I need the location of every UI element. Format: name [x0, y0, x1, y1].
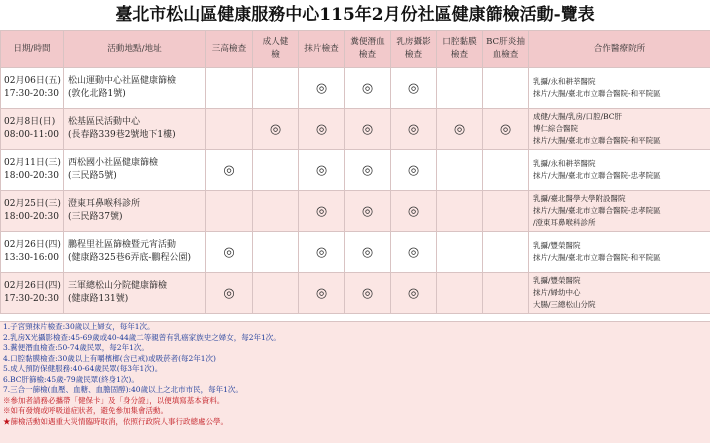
note-line: ※參加者請務必攜帶「健保卡」及「身分證」，以便填寫基本資料。 — [0, 396, 710, 407]
header-adult-checkup: 成人健 檢 — [253, 31, 299, 68]
date-cell — [1, 68, 64, 109]
partner-line: 乳攝/永和耕莘醫院 — [533, 158, 710, 170]
place-cell — [64, 191, 206, 232]
check-mark-cell: ◎ — [391, 150, 437, 191]
partner-line: 成健/大腸/乳房/口腔/BC肝 — [533, 111, 710, 123]
check-mark-cell — [483, 68, 529, 109]
check-mark-cell: ◎ — [299, 232, 345, 273]
check-mark-cell — [483, 273, 529, 314]
check-mark-cell: ◎ — [437, 109, 483, 150]
event-address: (長春路339巷2號地下1樓) — [68, 129, 205, 142]
note-line: 6.BC肝篩檢:45歲-79歲民眾(終身1次)。 — [0, 375, 710, 386]
event-time: 13:30-16:00 — [4, 252, 63, 265]
check-mark-cell — [253, 150, 299, 191]
header-partner: 合作醫療院所 — [529, 31, 710, 68]
event-time: 18:00-20:30 — [4, 211, 63, 224]
partner-line: 乳攝/永和耕莘醫院 — [533, 76, 710, 88]
note-line: ※如有發燒或呼吸道症狀者，避免參加集會活動。 — [0, 406, 710, 417]
table-row — [1, 109, 710, 150]
check-mark-cell: ◎ — [345, 273, 391, 314]
check-mark-cell: ◎ — [345, 150, 391, 191]
note-line: 4.口腔黏膜檢查:30歲以上有嚼檳榔(含已戒)或吸菸者(每2年1次) — [0, 354, 710, 365]
check-mark-cell: ◎ — [206, 232, 253, 273]
partner-line: 抹片/大腸/臺北市立聯合醫院-忠孝院區 — [533, 205, 710, 217]
place-cell — [64, 273, 206, 314]
note-line: 7.三合一篩檢(血壓、血糖、血膽固醇):40歲以上之北市市民，每年1次。 — [0, 385, 710, 396]
event-address: (敦化北路1號) — [68, 88, 205, 101]
note-line: 3.糞便潛血檢查:50-74歲民眾，每2年1次。 — [0, 343, 710, 354]
header-mammography: 乳房攝影 檢查 — [391, 31, 437, 68]
check-mark-cell: ◎ — [206, 150, 253, 191]
check-mark-cell — [253, 273, 299, 314]
event-place: 西松國小社區健康篩檢 — [68, 157, 205, 170]
partner-line: 抹片/婦幼中心 — [533, 287, 710, 299]
table-row — [1, 68, 710, 109]
partner-line: 抹片/大腸/臺北市立聯合醫院-和平院區 — [533, 252, 710, 264]
partner-line: 乳攝/臺北醫學大學附設醫院 — [533, 193, 710, 205]
partner-line: 抹片/大腸/臺北市立聯合醫院-忠孝院區 — [533, 170, 710, 182]
partner-line: 乳攝/豐榮醫院 — [533, 275, 710, 287]
check-mark-cell: ◎ — [206, 273, 253, 314]
partner-line: 乳攝/豐榮醫院 — [533, 240, 710, 252]
check-mark-cell — [437, 232, 483, 273]
partner-line: 抹片/大腸/臺北市立聯合醫院-和平院區 — [533, 88, 710, 100]
header-oral-mucosa: 口腔黏膜 檢查 — [437, 31, 483, 68]
table-row — [1, 273, 710, 314]
partner-line: 抹片/大腸/臺北市立聯合醫院-和平院區 — [533, 135, 710, 147]
event-place: 澄東耳鼻喉科診所 — [68, 198, 205, 211]
event-place: 三軍總松山分院健康篩檢 — [68, 280, 205, 293]
check-mark-cell: ◎ — [299, 150, 345, 191]
partner-cell — [529, 109, 710, 150]
header-fecal-blood: 糞便潛血 檢查 — [345, 31, 391, 68]
event-address: (健康路131號) — [68, 293, 205, 306]
check-mark-cell: ◎ — [391, 68, 437, 109]
check-mark-cell: ◎ — [299, 273, 345, 314]
date-cell — [1, 150, 64, 191]
partner-cell — [529, 273, 710, 314]
check-mark-cell — [206, 68, 253, 109]
note-line: 2.乳房X光攝影檢查:45-69歲或40-44歲二等親曾有乳癌家族史之婦女，每2年1次。 — [0, 333, 710, 344]
table-row — [1, 191, 710, 232]
notes-section — [0, 321, 710, 443]
event-time: 18:00-20:30 — [4, 170, 63, 183]
partner-line: 大腸/三總松山分院 — [533, 299, 710, 311]
event-date: 02月06日(五) — [4, 75, 63, 88]
check-mark-cell — [253, 68, 299, 109]
check-mark-cell: ◎ — [483, 109, 529, 150]
date-cell — [1, 109, 64, 150]
place-cell — [64, 109, 206, 150]
partner-line: /澄東耳鼻喉科診所 — [533, 217, 710, 229]
event-address: (三民路5號) — [68, 170, 205, 183]
check-mark-cell: ◎ — [345, 68, 391, 109]
check-mark-cell — [483, 191, 529, 232]
event-date: 02月11日(三) — [4, 157, 63, 170]
table-header-row — [1, 31, 710, 68]
event-date: 02月8日(日) — [4, 116, 63, 129]
check-mark-cell: ◎ — [299, 109, 345, 150]
header-date: 日期/時間 — [1, 31, 64, 68]
partner-cell — [529, 191, 710, 232]
check-mark-cell: ◎ — [299, 68, 345, 109]
check-mark-cell: ◎ — [299, 191, 345, 232]
date-cell — [1, 232, 64, 273]
header-three-high: 三高檢查 — [206, 31, 253, 68]
check-mark-cell: ◎ — [391, 109, 437, 150]
event-place: 松基區民活動中心 — [68, 116, 205, 129]
table-row — [1, 150, 710, 191]
check-mark-cell — [253, 191, 299, 232]
date-cell — [1, 273, 64, 314]
note-line: 5.成人預防保健服務:40-64歲民眾(每3年1次)。 — [0, 364, 710, 375]
partner-line: 博仁綜合醫院 — [533, 123, 710, 135]
event-address: (健康路325巷6弄底-鵬程公園) — [68, 252, 205, 265]
event-time: 08:00-11:00 — [4, 129, 63, 142]
partner-cell — [529, 68, 710, 109]
check-mark-cell — [206, 191, 253, 232]
date-cell — [1, 191, 64, 232]
check-mark-cell: ◎ — [391, 191, 437, 232]
check-mark-cell: ◎ — [391, 232, 437, 273]
note-line: 1.子宮頸抹片檢查:30歲以上婦女，每年1次。 — [0, 322, 710, 333]
check-mark-cell — [483, 232, 529, 273]
check-mark-cell — [437, 273, 483, 314]
event-place: 松山運動中心社區健康篩檢 — [68, 75, 205, 88]
place-cell — [64, 150, 206, 191]
note-line: ★篩檢活動如遇重大災情臨時取消，依照行政院人事行政總處公學。 — [0, 417, 710, 428]
table-row — [1, 232, 710, 273]
page-title: 臺北市松山區健康服務中心115年2月份社區健康篩檢活動-覽表 — [0, 0, 710, 30]
check-mark-cell: ◎ — [391, 273, 437, 314]
event-place: 鵬程里社區篩檢暨元宵活動 — [68, 239, 205, 252]
check-mark-cell: ◎ — [253, 109, 299, 150]
place-cell — [64, 232, 206, 273]
event-time: 17:30-20:30 — [4, 88, 63, 101]
header-pap-smear: 抹片檢查 — [299, 31, 345, 68]
check-mark-cell — [483, 150, 529, 191]
check-mark-cell — [437, 68, 483, 109]
check-mark-cell: ◎ — [345, 232, 391, 273]
header-hepatitis-bc: BC肝炎抽 血檢查 — [483, 31, 529, 68]
partner-cell — [529, 232, 710, 273]
screening-table — [0, 30, 710, 314]
header-place: 活動地點/地址 — [64, 31, 206, 68]
check-mark-cell — [253, 232, 299, 273]
check-mark-cell — [206, 109, 253, 150]
check-mark-cell: ◎ — [345, 109, 391, 150]
event-date: 02月25日(三) — [4, 198, 63, 211]
event-time: 17:30-20:30 — [4, 293, 63, 306]
partner-cell — [529, 150, 710, 191]
check-mark-cell — [437, 191, 483, 232]
event-address: (三民路37號) — [68, 211, 205, 224]
place-cell — [64, 68, 206, 109]
event-date: 02月26日(四) — [4, 280, 63, 293]
check-mark-cell — [437, 150, 483, 191]
event-date: 02月26日(四) — [4, 239, 63, 252]
check-mark-cell: ◎ — [345, 191, 391, 232]
